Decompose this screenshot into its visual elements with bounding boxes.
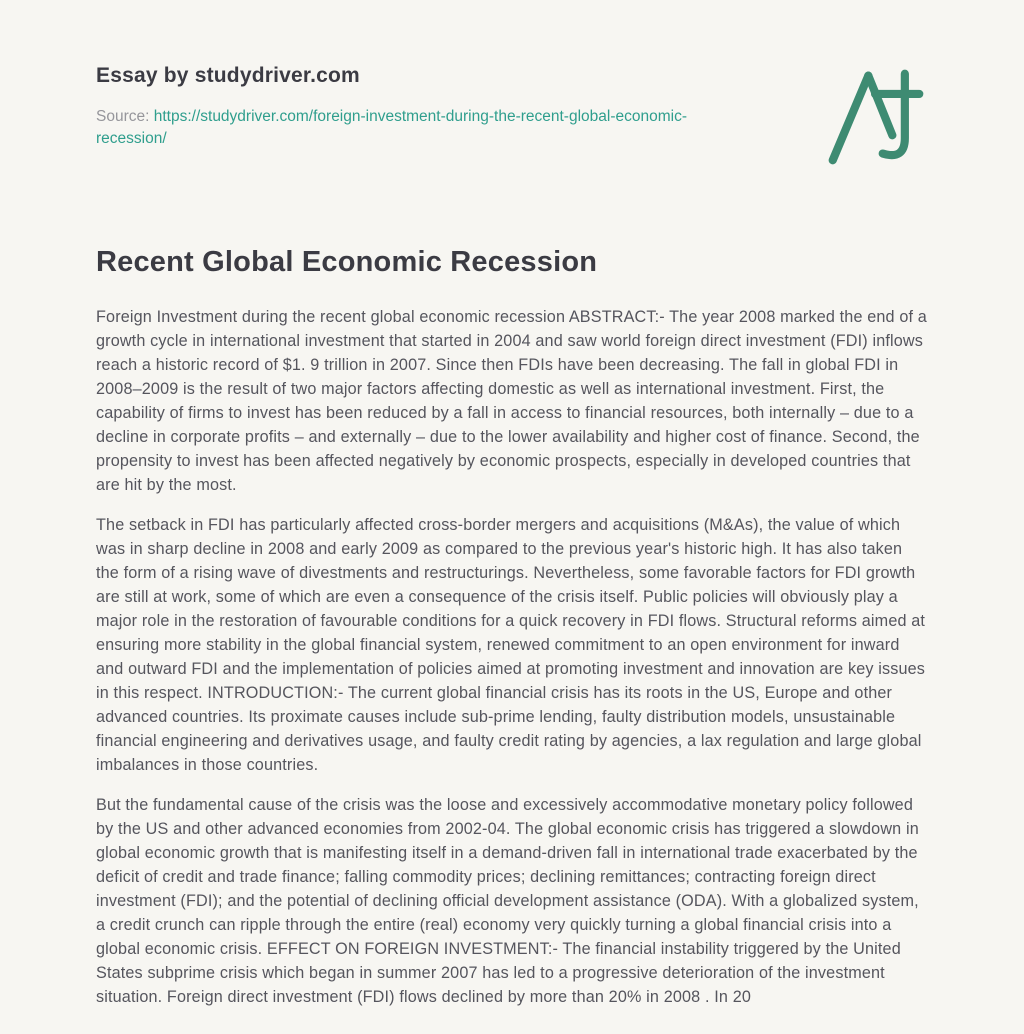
essay-content: [96, 246, 928, 1009]
essay-paragraph-3: But the fundamental cause of the crisis was the loose and excessively accommodative monetary policy followed by the US and other advanced economies from 2002-04. The global economic crisis has triggered a slowdown in global economic growth that is manifesting itself in a demand-driven fall in international trade exacerbated by the deficit of credit and trade finance; falling commodity prices; declining remittances; contracting foreign direct investment (FDI); and the potential of declining official development assistance (ODA). With a globalized system, a credit crunch can ripple through the entire (real) economy very quickly turning a global financial crisis into a global economic crisis. EFFECT ON FOREIGN INVESTMENT:- The financial instability triggered by the United States subprime crisis which began in summer 2007 has led to a progressive deterioration of the investment situation. Foreign direct investment (FDI) flows declined by more than 20% in 2008 . In 20: [96, 796, 919, 1006]
essay-body: [96, 305, 928, 1009]
document-header: [96, 64, 928, 150]
source-link[interactable]: https://studydriver.com/foreign-investment-during-the-recent-global-economic-recession/: [96, 108, 687, 147]
studydriver-aj-monogram-icon: [826, 66, 926, 168]
studydriver-logo: [826, 66, 926, 168]
essay-by-heading: Essay by studydriver.com: [96, 64, 360, 87]
source-label: Source:: [96, 108, 150, 125]
source-line: [96, 106, 756, 150]
essay-paragraph-2: The setback in FDI has particularly affected cross-border mergers and acquisitions (M&As), the value of which was in sharp decline in 2008 and early 2009 as compared to the previous year's historic high. It has also taken the form of a rising wave of divestments and restructurings. Nevertheless, some favorable factors for FDI growth are still at work, some of which are even a consequence of the crisis itself. Public policies will obviously play a major role in the restoration of favourable conditions for a quick recovery in FDI flows. Structural reforms aimed at ensuring more stability in the global financial system, renewed commitment to an open environment for inward and outward FDI and the implementation of policies aimed at promoting investment and innovation are key issues in this respect. INTRODUCTION:- The current global financial crisis has its roots in the US, Europe and other advanced countries. Its proximate causes include sub-prime lending, faulty distribution models, unsustainable financial engineering and derivatives usage, and faulty credit rating by agencies, a lax regulation and large global imbalances in those countries.: [96, 516, 926, 774]
essay-paragraph-1: Foreign Investment during the recent global economic recession ABSTRACT:- The year 2008 marked the end of a growth cycle in international investment that started in 2004 and saw world foreign direct investment (FDI) inflows reach a historic record of $1. 9 trillion in 2007. Since then FDIs have been decreasing. The fall in global FDI in 2008–2009 is the result of two major factors affecting domestic as well as international investment. First, the capability of firms to invest has been reduced by a fall in access to financial resources, both internally – due to a decline in corporate profits – and externally – due to the lower availability and higher cost of finance. Second, the propensity to invest has been affected negatively by economic prospects, especially in developed countries that are hit by the most.: [96, 308, 927, 494]
content-container: [96, 0, 928, 1009]
essay-title: Recent Global Economic Recession: [96, 246, 598, 278]
